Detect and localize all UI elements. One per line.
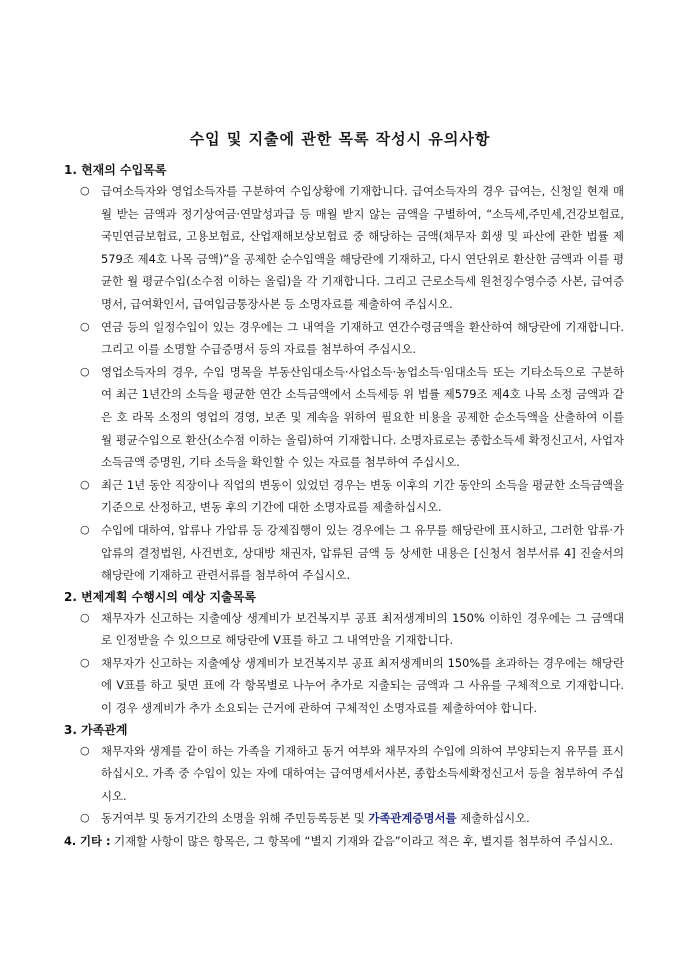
list-item-text: 영업소득자의 경우, 수입 명목을 부동산임대소득·사업소득·농업소득·임대소득 또는 기타소득으로 구분하여 최근 1년간의 소득을 평균한 연간 소득금액에서 소득세등 위 법률 제579조 제4호 나목 소정 금액과 같은 호 라목 소정의 영업의 경영, 보존 및 계속을 위하여 필요한 비용을 공제한 순소득액을 산출하여 이를 월 평균수입으로 환산(소수점 이하는 올림)하여 기재합니다. 소명자료로는 종합소득세 확정신고서, 사업자 소득금액 증명원, 기타 소득을 확인할 수 있는 자료를 첨부하여 주십시오. xyxy=(101,364,624,470)
list-item xyxy=(64,361,624,474)
section-heading: 1. 현재의 수입목록 xyxy=(64,163,167,177)
document-body xyxy=(64,160,624,853)
section-family-relations xyxy=(64,720,624,830)
list-item xyxy=(64,519,624,587)
list-item xyxy=(64,474,624,519)
list-item-text: 연금 등의 일정수입이 있는 경우에는 그 내역을 기재하고 연간수령금액을 환산하여 해당란에 기재합니다. 그리고 이를 소명할 수급증명서 등의 자료를 첨부하여 주십시오. xyxy=(101,319,624,357)
circle-bullet-icon: ○ xyxy=(80,743,90,757)
circle-bullet-icon: ○ xyxy=(80,184,90,197)
list-item-text: 급여소득자와 영업소득자를 구분하여 수입상황에 기재합니다. 급여소득자의 경우 급여는, 신청일 현재 매월 받는 금액과 정기상여금·연말성과급 등 매월 받지 않는 금액을 구별하여, “소득세,주민세,건강보험료, 국민연금보험료, 고용보험료, 산업재해보상보험료 중 해당하는 금액(채무자 회생 및 파산에 관한 법률 제579조 제4호 나목 금액)”을 공제한 순수입액을 해당란에 기재하고, 다시 연단위로 환산한 금액과 이를 평균한 월 평균수입(소수점 이하는 올림)을 각 기재합니다. 그리고 근로소득세 원천징수영수증 사본, 급여증명서, 급여확인서, 급여입금통장사본 등 소명자료를 제출하여 주십시오. xyxy=(101,184,624,311)
section-heading: 3. 가족관계 xyxy=(64,722,128,737)
circle-bullet-icon: ○ xyxy=(80,811,90,825)
section-current-income xyxy=(64,160,624,587)
circle-bullet-icon: ○ xyxy=(80,610,90,624)
list-item-text: 수입에 대하여, 압류나 가압류 등 강제집행이 있는 경우에는 그 유무를 해당란에 표시하고, 그러한 압류·가압류의 결정법원, 사건번호, 상대방 채권자, 압류된 금액 등 상세한 내용은 [신청서 첨부서류 4] 진술서의 해당란에 기재하고 관련서류를 첨부하여 주십시오. xyxy=(101,522,624,583)
list-item xyxy=(64,652,624,720)
list-item-text: 채무자와 생계를 같이 하는 가족을 기재하고 동거 여부와 채무자의 수입에 의하여 부양되는지 유무를 표시하십시오. 가족 중 수입이 있는 자에 대하여는 급여명세서사본, 종합소득세확정신고서 등을 첨부하여 주십시오. xyxy=(101,743,624,803)
section-number: 4. xyxy=(64,834,77,849)
list-item xyxy=(64,740,624,808)
section-label: 기타 : xyxy=(80,834,111,849)
list-item-text: 채무자가 신고하는 지출예상 생계비가 보건복지부 공표 최저생계비의 150% 이하인 경우에는 그 금액대로 인정받을 수 있으므로 해당란에 V표를 하고 그 내역만을 기재합니다. xyxy=(101,610,624,648)
list-item-text-end: 제출하십시오. xyxy=(456,811,530,826)
circle-bullet-icon: ○ xyxy=(80,522,90,536)
section-expected-expenses xyxy=(64,587,624,720)
circle-bullet-icon: ○ xyxy=(80,364,90,378)
list-item-text: 채무자가 신고하는 지출예상 생계비가 보건복지부 공표 최저생계비의 150%를 초과하는 경우에는 해당란에 V표를 하고 뒷면 표에 각 항목별로 나누어 추가로 지출되는 금액과 그 사유를 구체적으로 기재합니다. 이 경우 생계비가 추가 소요되는 근거에 관하여 구체적인 소명자료를 제출하여야 합니다. xyxy=(101,655,624,716)
page-title: 수입 및 지출에 관한 목록 작성시 유의사항 xyxy=(189,130,491,148)
circle-bullet-icon: ○ xyxy=(80,655,90,669)
circle-bullet-icon: ○ xyxy=(80,477,90,491)
list-item xyxy=(64,807,624,830)
list-item-text: 최근 1년 동안 직장이나 직업의 변동이 있었던 경우는 변동 이후의 기간 동안의 소득을 평균한 소득금액을 기준으로 산정하고, 변동 후의 기간에 대한 소명자료를 제출하십시오. xyxy=(101,477,624,515)
section-heading: 2. 변제계획 수행시의 예상 지출목록 xyxy=(64,589,256,604)
list-item xyxy=(64,316,624,361)
list-item xyxy=(64,607,624,652)
section-other xyxy=(64,830,624,853)
list-item xyxy=(64,180,624,316)
list-item-text: 동거여부 및 동거기간의 소명을 위해 주민등록등본 및 xyxy=(101,811,369,826)
highlighted-document-name: 가족관계증명서를 xyxy=(368,811,457,826)
circle-bullet-icon: ○ xyxy=(80,319,90,333)
section-text: 기재할 사항이 많은 항목은, 그 항목에 “별지 기재와 같음”이라고 적은 후, 별지를 첨부하여 주십시오. xyxy=(110,834,614,849)
